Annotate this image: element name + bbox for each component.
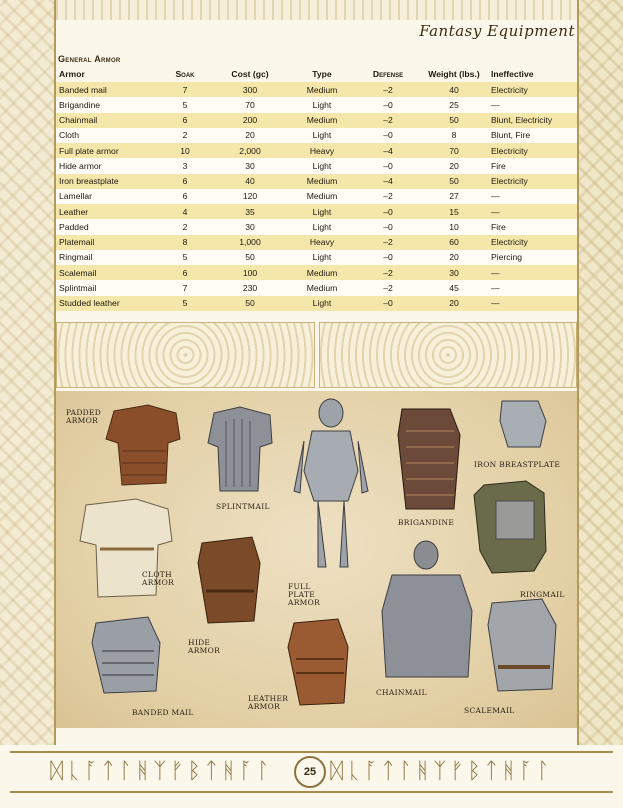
cell-type: Medium <box>287 189 357 204</box>
cell-ineffective: Fire <box>489 219 577 234</box>
cell-soak: 2 <box>157 128 213 143</box>
cell-type: Light <box>287 158 357 173</box>
cell-cost: 50 <box>213 296 287 311</box>
cell-type: Medium <box>287 82 357 97</box>
col-header-weight: Weight (lbs.) <box>428 69 480 79</box>
cell-weight: 60 <box>419 235 489 250</box>
table-row <box>56 189 577 204</box>
col-header-ineffective: Ineffective <box>491 69 534 79</box>
cell-defense: –0 <box>357 204 419 219</box>
table-row <box>56 82 577 97</box>
label-splintmail: SPLINTMAIL <box>216 502 270 511</box>
cell-soak: 10 <box>157 143 213 158</box>
left-ornamental-border <box>0 0 56 745</box>
cell-armor: Brigandine <box>56 97 157 112</box>
cell-weight: 15 <box>419 204 489 219</box>
label-hide-armor: HIDE ARMOR <box>188 638 221 655</box>
table-header-row <box>56 66 577 82</box>
col-header-defense: Defense <box>372 69 404 79</box>
table-row <box>56 204 577 219</box>
cell-ineffective: — <box>489 296 577 311</box>
col-header-type: Type <box>312 69 332 79</box>
cell-soak: 5 <box>157 250 213 265</box>
page-footer <box>0 745 623 808</box>
cell-armor: Leather <box>56 204 157 219</box>
ornamental-frieze <box>56 322 577 388</box>
label-padded-armor: PADDED ARMOR <box>66 408 102 425</box>
cell-armor: Cloth <box>56 128 157 143</box>
cell-ineffective: Electricity <box>489 82 577 97</box>
cell-weight: 25 <box>419 97 489 112</box>
table-row <box>56 97 577 112</box>
ringmail-figure <box>474 481 546 573</box>
cell-armor: Platemail <box>56 235 157 250</box>
cell-cost: 70 <box>213 97 287 112</box>
cell-ineffective: Piercing <box>489 250 577 265</box>
cell-ineffective: Blunt, Electricity <box>489 113 577 128</box>
label-ringmail: RINGMAIL <box>520 590 565 599</box>
cell-weight: 20 <box>419 250 489 265</box>
cell-type: Medium <box>287 280 357 295</box>
cell-cost: 1,000 <box>213 235 287 250</box>
cell-weight: 27 <box>419 189 489 204</box>
cell-weight: 8 <box>419 128 489 143</box>
frieze-panel <box>319 322 578 388</box>
label-cloth-armor: CLOTH ARMOR <box>142 570 175 587</box>
cell-ineffective: Electricity <box>489 235 577 250</box>
cell-defense: –2 <box>357 235 419 250</box>
cell-cost: 35 <box>213 204 287 219</box>
cell-soak: 5 <box>157 97 213 112</box>
cell-soak: 6 <box>157 174 213 189</box>
hide-armor-figure <box>198 537 260 623</box>
cell-armor: Scalemail <box>56 265 157 280</box>
table-row <box>56 280 577 295</box>
cell-defense: –2 <box>357 82 419 97</box>
table-row <box>56 219 577 234</box>
cell-type: Heavy <box>287 143 357 158</box>
cell-weight: 20 <box>419 158 489 173</box>
cell-soak: 6 <box>157 265 213 280</box>
cell-defense: –0 <box>357 296 419 311</box>
cell-type: Light <box>287 204 357 219</box>
cell-ineffective: — <box>489 189 577 204</box>
running-header-title: Fantasy Equipment <box>419 22 575 40</box>
cell-type: Light <box>287 97 357 112</box>
cell-cost: 20 <box>213 128 287 143</box>
cell-defense: –0 <box>357 128 419 143</box>
page-number: 25 <box>294 756 326 788</box>
cell-ineffective: — <box>489 280 577 295</box>
padded-armor-figure <box>106 405 180 485</box>
label-chainmail: CHAINMAIL <box>376 688 427 697</box>
table-row <box>56 235 577 250</box>
cell-weight: 70 <box>419 143 489 158</box>
cell-ineffective: — <box>489 204 577 219</box>
label-scalemail: SCALEMAIL <box>464 706 515 715</box>
armor-illustration-art <box>56 391 577 728</box>
cell-cost: 30 <box>213 158 287 173</box>
cell-defense: –4 <box>357 143 419 158</box>
col-header-soak: Soak <box>175 69 195 79</box>
cell-ineffective: Fire <box>489 158 577 173</box>
cell-armor: Full plate armor <box>56 143 157 158</box>
cell-weight: 45 <box>419 280 489 295</box>
label-brigandine: BRIGANDINE <box>398 518 455 527</box>
cell-soak: 3 <box>157 158 213 173</box>
cell-type: Medium <box>287 113 357 128</box>
footer-runes-left: ᛞᚳᚪᛏᛚᚻᛉᚠᛒᛏᚻᚪᛚ <box>50 759 274 784</box>
cell-armor: Lamellar <box>56 189 157 204</box>
cell-soak: 2 <box>157 219 213 234</box>
cell-cost: 120 <box>213 189 287 204</box>
right-ornamental-border <box>577 0 623 745</box>
cell-armor: Splintmail <box>56 280 157 295</box>
cell-soak: 5 <box>157 296 213 311</box>
table-row <box>56 296 577 311</box>
cell-defense: –2 <box>357 265 419 280</box>
armor-table <box>56 66 577 311</box>
brigandine-figure <box>398 409 460 509</box>
label-iron-breastplate: IRON BREASTPLATE <box>474 460 561 469</box>
cell-armor: Ringmail <box>56 250 157 265</box>
iron-breastplate-figure <box>500 401 546 447</box>
table-row <box>56 143 577 158</box>
frieze-panel <box>56 322 315 388</box>
cell-defense: –2 <box>357 280 419 295</box>
footer-runes-right: ᛞᚳᚪᛏᛚᚻᛉᚠᛒᛏᚻᚪᛚ <box>330 759 554 784</box>
cell-cost: 230 <box>213 280 287 295</box>
cell-defense: –0 <box>357 97 419 112</box>
footer-rule-bottom <box>10 791 613 793</box>
cell-armor: Hide armor <box>56 158 157 173</box>
cell-cost: 200 <box>213 113 287 128</box>
section-title: General Armor <box>58 54 121 64</box>
cell-defense: –4 <box>357 174 419 189</box>
cell-cost: 30 <box>213 219 287 234</box>
top-ornamental-border <box>56 0 577 20</box>
cell-soak: 4 <box>157 204 213 219</box>
cell-type: Light <box>287 250 357 265</box>
cell-armor: Studded leather <box>56 296 157 311</box>
cell-type: Light <box>287 296 357 311</box>
cell-ineffective: Blunt, Fire <box>489 128 577 143</box>
scalemail-figure <box>488 599 556 691</box>
cell-armor: Iron breastplate <box>56 174 157 189</box>
cell-soak: 8 <box>157 235 213 250</box>
cell-defense: –0 <box>357 250 419 265</box>
cell-cost: 100 <box>213 265 287 280</box>
cell-cost: 40 <box>213 174 287 189</box>
cell-defense: –0 <box>357 219 419 234</box>
cell-type: Light <box>287 219 357 234</box>
leather-armor-figure <box>288 619 348 705</box>
cell-type: Medium <box>287 174 357 189</box>
cell-type: Medium <box>287 265 357 280</box>
cell-cost: 50 <box>213 250 287 265</box>
cell-armor: Padded <box>56 219 157 234</box>
cell-soak: 6 <box>157 113 213 128</box>
cell-ineffective: — <box>489 265 577 280</box>
cell-defense: –0 <box>357 158 419 173</box>
cell-cost: 300 <box>213 82 287 97</box>
cell-weight: 30 <box>419 265 489 280</box>
table-row <box>56 250 577 265</box>
cell-ineffective: Electricity <box>489 143 577 158</box>
cell-defense: –2 <box>357 189 419 204</box>
cell-ineffective: Electricity <box>489 174 577 189</box>
table-row <box>56 174 577 189</box>
label-full-plate-armor: FULL PLATE ARMOR <box>288 582 321 607</box>
label-banded-mail: BANDED MAIL <box>132 708 194 717</box>
table-row <box>56 158 577 173</box>
splintmail-figure <box>208 407 272 491</box>
full-plate-figure <box>294 399 368 567</box>
cell-defense: –2 <box>357 113 419 128</box>
table-row <box>56 128 577 143</box>
cell-cost: 2,000 <box>213 143 287 158</box>
footer-rule-top <box>10 751 613 753</box>
cell-soak: 6 <box>157 189 213 204</box>
chainmail-figure <box>382 541 472 677</box>
col-header-cost: Cost (gc) <box>231 69 269 79</box>
cell-soak: 7 <box>157 82 213 97</box>
cell-weight: 50 <box>419 174 489 189</box>
cell-type: Light <box>287 128 357 143</box>
cell-weight: 20 <box>419 296 489 311</box>
banded-mail-figure <box>92 617 160 693</box>
table-row <box>56 113 577 128</box>
armor-table-body <box>56 82 577 311</box>
cell-type: Heavy <box>287 235 357 250</box>
cell-weight: 40 <box>419 82 489 97</box>
cell-armor: Banded mail <box>56 82 157 97</box>
armor-illustration <box>56 391 577 728</box>
cell-weight: 10 <box>419 219 489 234</box>
cell-soak: 7 <box>157 280 213 295</box>
table-row <box>56 265 577 280</box>
cell-weight: 50 <box>419 113 489 128</box>
col-header-armor: Armor <box>59 69 85 79</box>
cell-armor: Chainmail <box>56 113 157 128</box>
cell-ineffective: — <box>489 97 577 112</box>
label-leather-armor: LEATHER ARMOR <box>248 694 289 711</box>
